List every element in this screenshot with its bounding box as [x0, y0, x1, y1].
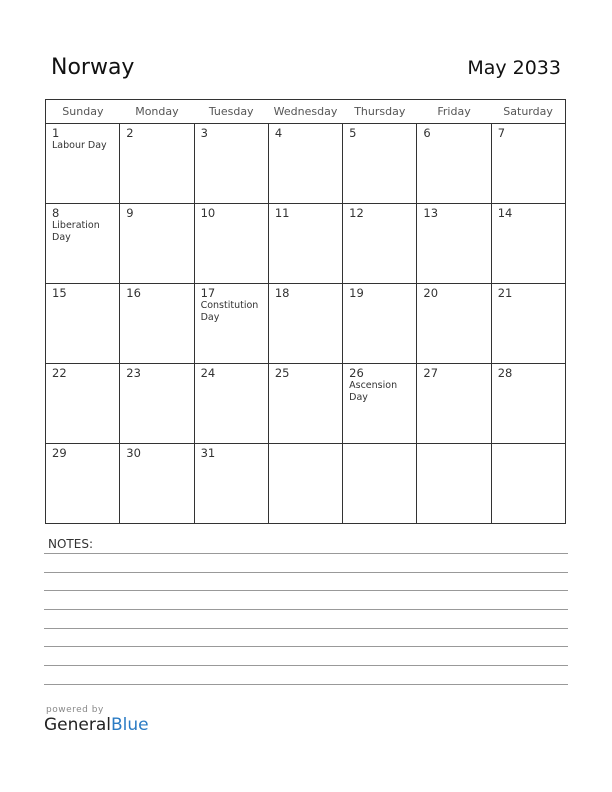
day-cell — [268, 284, 342, 364]
day-number: 17 — [200, 286, 216, 300]
notes-line — [44, 628, 568, 629]
day-cell — [268, 444, 342, 524]
day-cell — [46, 364, 120, 444]
day-number: 19 — [349, 286, 364, 300]
day-cell — [491, 364, 565, 444]
day-number: 10 — [200, 206, 216, 220]
day-number: 7 — [497, 126, 506, 140]
notes-line — [44, 590, 568, 591]
day-cell — [343, 204, 417, 284]
day-number: 21 — [497, 286, 513, 300]
weekday-header: Saturday — [491, 100, 565, 124]
day-cell — [491, 204, 565, 284]
week-row — [46, 284, 566, 364]
day-cell — [491, 124, 565, 204]
day-cell — [417, 204, 491, 284]
day-cell — [417, 284, 491, 364]
powered-by-text: powered by — [46, 705, 104, 715]
day-number: 12 — [349, 206, 364, 220]
notes-line — [44, 646, 568, 647]
day-cell — [120, 364, 194, 444]
week-row — [46, 124, 566, 204]
day-cell — [268, 204, 342, 284]
day-cell — [343, 124, 417, 204]
day-number: 31 — [200, 446, 216, 460]
day-cell — [491, 284, 565, 364]
day-cell — [491, 444, 565, 524]
day-number: 2 — [126, 126, 134, 140]
notes-line — [44, 572, 568, 573]
weekday-header: Friday — [417, 100, 491, 124]
day-number: 22 — [52, 366, 67, 380]
notes-line — [44, 665, 568, 666]
day-number: 6 — [423, 126, 431, 140]
notes-line — [44, 684, 568, 685]
day-number: 9 — [126, 206, 134, 220]
day-cell — [46, 444, 120, 524]
day-number: 1 — [52, 126, 60, 140]
notes-line — [44, 553, 568, 554]
day-cell — [120, 444, 194, 524]
week-row — [46, 204, 566, 284]
day-number: 15 — [52, 286, 67, 300]
day-cell — [120, 204, 194, 284]
day-number: 16 — [126, 286, 141, 300]
weekday-header: Wednesday — [268, 100, 342, 124]
day-number: 11 — [274, 206, 290, 220]
notes-label: NOTES: — [48, 537, 93, 551]
day-cell — [46, 284, 120, 364]
day-number: 4 — [274, 126, 283, 140]
holiday-label: Liberation Day — [52, 220, 100, 243]
week-row — [46, 444, 566, 524]
day-number: 27 — [423, 366, 439, 380]
day-cell — [46, 204, 120, 284]
country-title: Norway — [51, 55, 135, 80]
day-cell — [417, 444, 491, 524]
day-cell — [46, 124, 120, 204]
day-cell — [343, 284, 417, 364]
brand-name-blue: Blue — [111, 715, 149, 735]
day-number: 8 — [52, 206, 60, 220]
brand-name — [44, 715, 149, 735]
day-cell — [268, 124, 342, 204]
day-cell — [194, 444, 268, 524]
weekday-header-row — [46, 100, 566, 124]
day-number: 13 — [423, 206, 439, 220]
weekday-header: Tuesday — [194, 100, 268, 124]
day-number: 18 — [274, 286, 290, 300]
day-number: 23 — [126, 366, 141, 380]
day-number: 29 — [52, 446, 67, 460]
month-title: May 2033 — [467, 57, 561, 79]
weekday-header: Thursday — [343, 100, 417, 124]
day-cell — [268, 364, 342, 444]
day-cell — [120, 124, 194, 204]
day-number: 26 — [349, 366, 364, 380]
brand-name-general: General — [44, 715, 111, 735]
holiday-label: Constitution Day — [200, 300, 259, 323]
weekday-header: Sunday — [46, 100, 120, 124]
generalblue-logo — [44, 705, 149, 735]
weekday-header: Monday — [120, 100, 194, 124]
day-cell — [343, 444, 417, 524]
day-cell — [417, 124, 491, 204]
day-number: 3 — [200, 126, 208, 140]
day-cell — [194, 204, 268, 284]
day-cell — [343, 364, 417, 444]
day-cell — [194, 364, 268, 444]
day-number: 24 — [200, 366, 216, 380]
day-cell — [120, 284, 194, 364]
day-cell — [194, 284, 268, 364]
day-cell — [194, 124, 268, 204]
notes-line — [44, 609, 568, 610]
day-number: 14 — [497, 206, 513, 220]
day-number: 30 — [126, 446, 141, 460]
day-number: 5 — [349, 126, 357, 140]
holiday-label: Labour Day — [52, 140, 107, 151]
calendar-grid — [45, 99, 566, 524]
holiday-label: Ascension Day — [349, 380, 398, 403]
week-row — [46, 364, 566, 444]
day-cell — [417, 364, 491, 444]
day-number: 20 — [423, 286, 439, 300]
day-number: 28 — [497, 366, 513, 380]
day-number: 25 — [274, 366, 290, 380]
